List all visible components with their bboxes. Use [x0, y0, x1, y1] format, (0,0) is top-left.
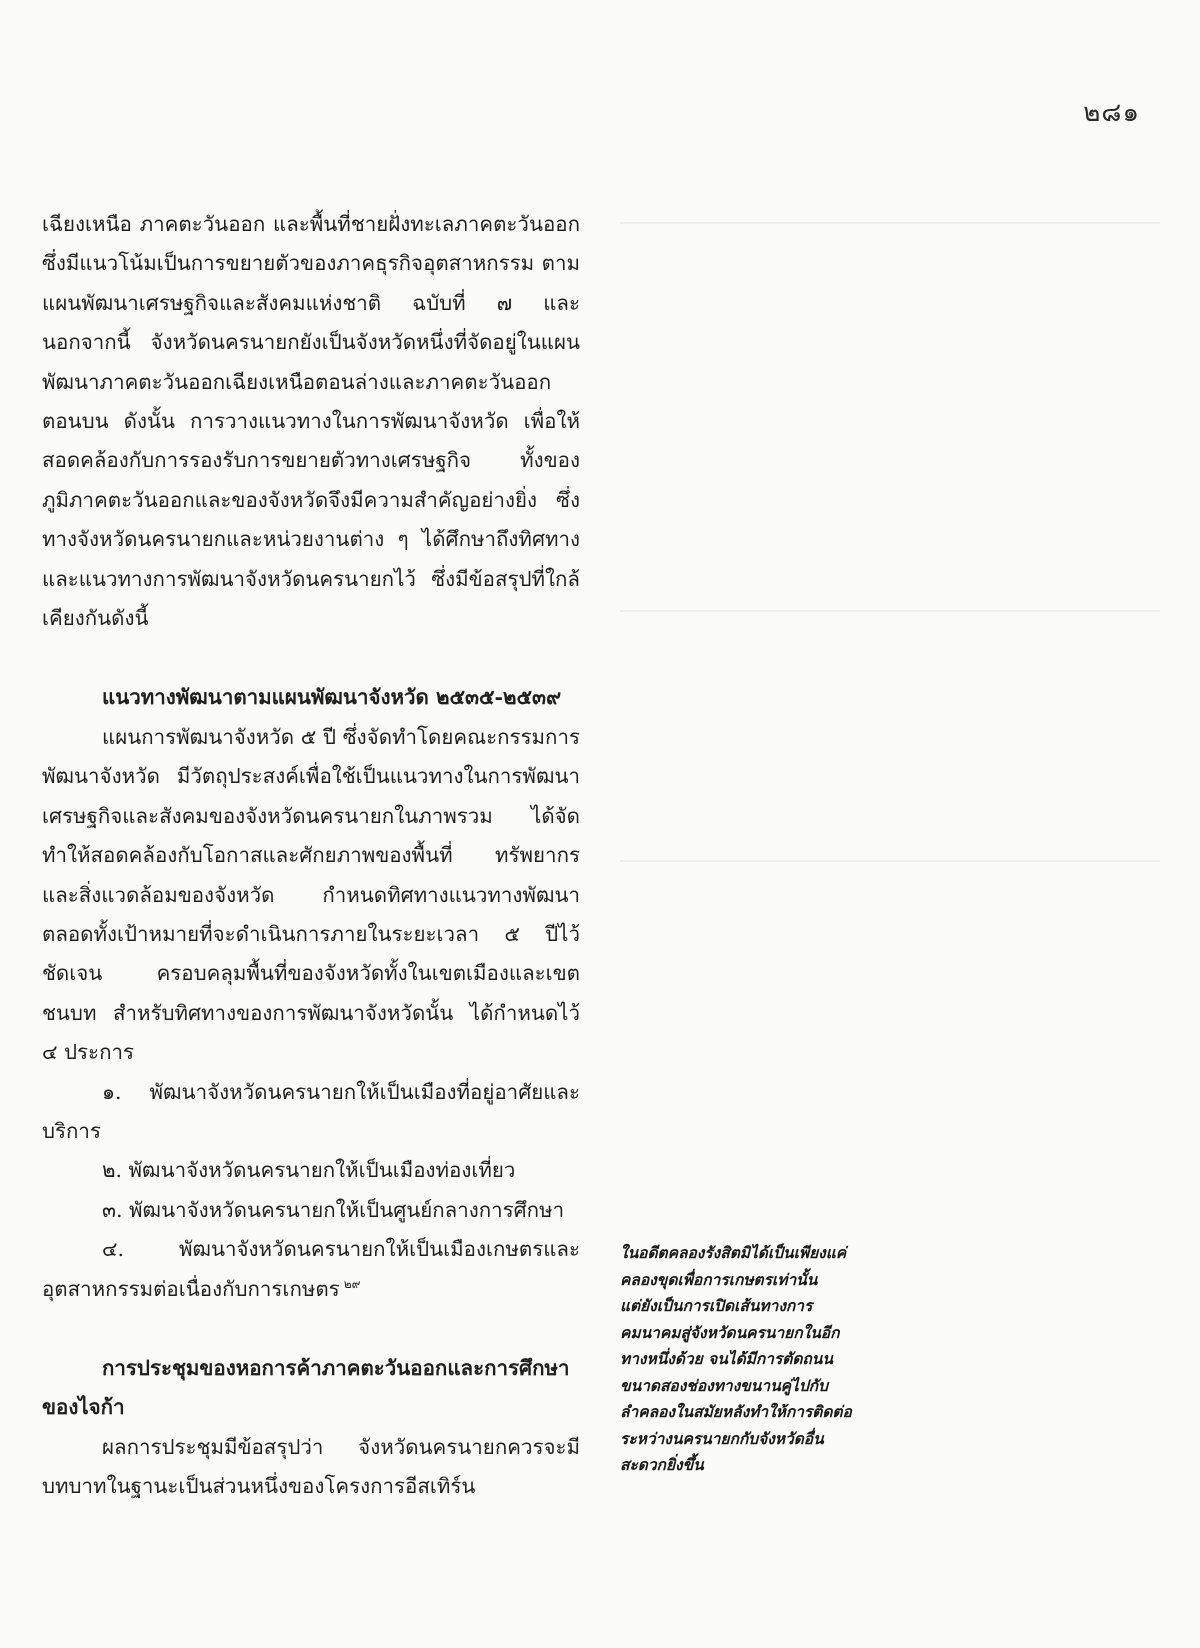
- caption-line: แต่ยังเป็นการเปิดเส้นทางการ: [620, 1296, 813, 1315]
- caption-line: ระหว่างนครนายกกับจังหวัดอื่น: [620, 1428, 824, 1448]
- section-paragraph: แผนการพัฒนาจังหวัด ๕ ปี ซึ่งจัดทำโดยคณะกรรมการพัฒนาจังหวัด มีวัตถุประสงค์เพื่อใช้เป็นแนวทางในการพัฒนาเศรษฐกิจและสังคมของจังหวัดนครนายกในภาพรวม ได้จัดทำให้สอดคล้องกับโอกาสและศักยภาพของพื้นที่ ทรัพยากร และสิ่งแวดล้อมของจังหวัด กำหนดทิศทางแนวทางพัฒนา ตลอดทั้งเป้าหมายที่จะดำเนินการภายในระยะเวลา ๕ ปีไว้ชัดเจน ครอบคลุมพื้นที่ของจังหวัดทั้งในเขตเมืองและเขตชนบท สำหรับทิศทางของการพัฒนาจังหวัดนั้น ได้กำหนดไว้ ๔ ประการ: [42, 724, 580, 1065]
- caption-line: คลองขุดเพื่อการเกษตรเท่านั้น: [620, 1269, 818, 1289]
- list-item: ๑. พัฒนาจังหวัดนครนายกให้เป็นเมืองที่อยู่อาศัยและบริการ: [42, 1079, 580, 1143]
- list-item-text: ๔. พัฒนาจังหวัดนครนายกให้เป็นเมืองเกษตรและอุตสาหกรรมต่อเนื่องกับการเกษตร: [42, 1237, 580, 1301]
- list-item: ๒. พัฒนาจังหวัดนครนายกให้เป็นเมืองท่องเที่ยว: [102, 1158, 516, 1183]
- intro-paragraph: เฉียงเหนือ ภาคตะวันออก และพื้นที่ชายฝั่งทะเลภาคตะวันออก ซึ่งมีแนวโน้มเป็นการขยายตัวของภาคธุรกิจอุตสาหกรรม ตามแผนพัฒนาเศรษฐกิจและสังคมแห่งชาติ ฉบับที่ ๗ และนอกจากนี้ จังหวัดนครนายกยังเป็นจังหวัดหนึ่งที่จัดอยู่ในแผนพัฒนาภาคตะวันออกเฉียงเหนือตอนล่างและภาคตะวันออกตอนบน ดังนั้น การวางแนวทางในการพัฒนาจังหวัด เพื่อให้สอดคล้องกับการรองรับการขยายตัวทางเศรษฐกิจ ทั้งของภูมิภาคตะวันออกและของจังหวัดจึงมีความสำคัญอย่างยิ่ง ซึ่งทางจังหวัดนครนายกและหน่วยงานต่าง ๆ ได้ศึกษาถึงทิศทางและแนวทางการพัฒนาจังหวัดนครนายกไว้ ซึ่งมีข้อสรุปที่ใกล้เคียงกันดังนี้: [42, 212, 580, 631]
- caption-line: ลำคลองในสมัยหลังทำให้การติดต่อ: [620, 1402, 852, 1421]
- page-number: ๒๘๑: [1083, 98, 1140, 128]
- section-paragraph: ผลการประชุมมีข้อสรุปว่า จังหวัดนครนายกควรจะมีบทบาทในฐานะเป็นส่วนหนึ่งของโครงการอีสเทิร์น: [42, 1434, 580, 1499]
- bleed-through-line: [620, 860, 1160, 862]
- caption-line: สะดวกยิ่งขึ้น: [620, 1455, 704, 1474]
- list-item-with-footnote: [42, 1230, 580, 1309]
- section-heading-development-plan: แนวทางพัฒนาตามแผนพัฒนาจังหวัด ๒๕๓๕-๒๕๓๙: [102, 685, 562, 710]
- list-item: ๓. พัฒนาจังหวัดนครนายกให้เป็นศูนย์กลางการศึกษา: [102, 1197, 565, 1222]
- bleed-through-line: [620, 222, 1160, 224]
- photo-caption: [620, 1240, 870, 1479]
- caption-line: ในอดีตคลองรังสิตมิได้เป็นเพียงแค่: [620, 1243, 847, 1262]
- caption-line: ขนาดสองช่องทางขนานคู่ไปกับ: [620, 1375, 828, 1395]
- caption-line: คมนาคมสู่จังหวัดนครนายกในอีก: [620, 1322, 840, 1342]
- bleed-through-line: [620, 610, 1160, 612]
- caption-line: ทางหนึ่งด้วย จนได้มีการตัดถนน: [620, 1349, 833, 1368]
- footnote-reference: ๒๙: [343, 1276, 361, 1291]
- section-heading-chamber-meeting: การประชุมของหอการค้าภาคตะวันออกและการศึกษาของไจก้า: [42, 1355, 570, 1420]
- main-text-column: [42, 205, 580, 1507]
